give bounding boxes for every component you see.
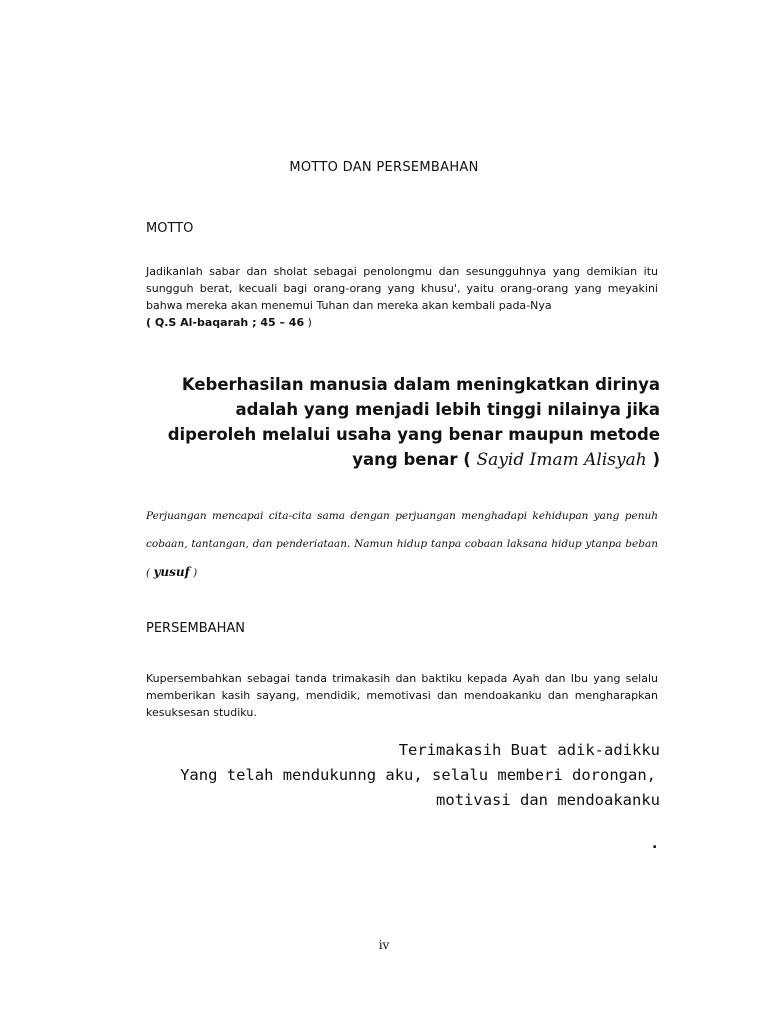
motto-heading: MOTTO — [146, 221, 194, 236]
verse-text: Jadikanlah sabar dan sholat sebagai penolongmu dan sesungguhnya yang demikian itu sungguh berat, kecuali bagi orang-orang yang khusu', yaitu orang-orang yang meyakini bahwa mereka akan menemui Tuhan dan mereka akan kembali pada-Nya — [146, 265, 658, 312]
persembahan-heading: PERSEMBAHAN — [146, 621, 245, 636]
verse-paragraph — [146, 263, 658, 331]
page-number: iv — [378, 938, 390, 952]
thanks-line-1: Terimakasih Buat adik-adikku — [398, 741, 660, 759]
script-close: ) — [189, 567, 198, 579]
page-title: MOTTO DAN PERSEMBAHAN — [289, 160, 479, 175]
script-text: Perjuangan mencapai cita-cita sama dengan perjuangan menghadapi kehidupan yang penuh cobaan, tantangan, dan penderiataan. Namun hidup tanpa cobaan laksana hidup ytanpa beban ( — [146, 510, 658, 579]
thanks-line-2: Yang telah mendukunng aku, selalu memberi dorongan, — [180, 766, 656, 784]
trailing-dot: . — [652, 836, 658, 852]
quote-author: Sayid Imam Alisyah — [476, 450, 647, 470]
motto-quote — [146, 372, 660, 473]
verse-ref-close: ) — [304, 316, 312, 329]
verse-ref-open: ( — [146, 316, 155, 329]
thanks-line-3: motivasi dan mendoakanku — [436, 791, 660, 809]
persembahan-paragraph: Kupersembahkan sebagai tanda trimakasih dan baktiku kepada Ayah dan Ibu yang selalu memberikan kasih sayang, mendidik, memotivasi dan mendoakanku dan mengharapkan kesuksesan studiku. — [146, 672, 658, 719]
thanks-block — [146, 738, 660, 813]
verse-reference: Q.S Al-baqarah ; 45 – 46 — [154, 316, 305, 329]
quote-text: Keberhasilan manusia dalam meningkatkan dirinya adalah yang menjadi lebih tinggi nilainya jika diperoleh melalui usaha yang benar maupun metode yang benar ( — [167, 375, 660, 469]
script-author: yusuf — [153, 565, 190, 579]
script-quote — [146, 502, 658, 587]
quote-close: ) — [646, 450, 660, 469]
